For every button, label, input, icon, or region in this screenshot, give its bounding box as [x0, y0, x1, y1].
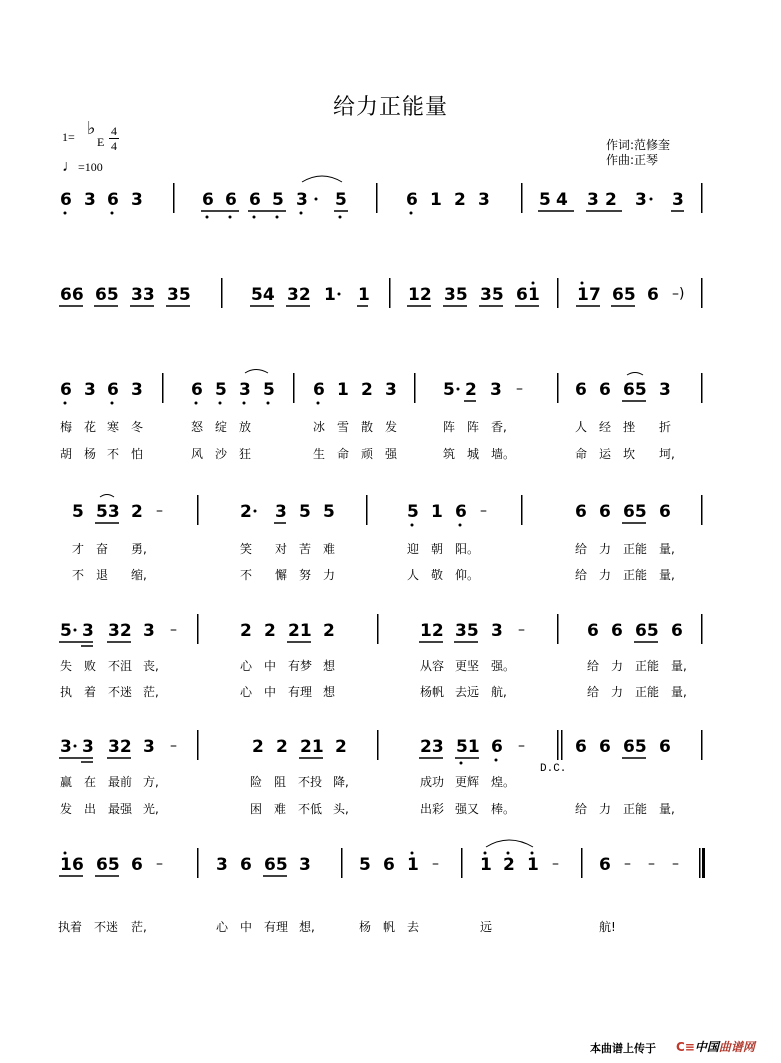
svg-text:65: 65: [612, 285, 636, 305]
svg-text:65: 65: [264, 855, 288, 875]
lyric: 城: [467, 447, 480, 461]
svg-text:6: 6: [599, 380, 611, 400]
svg-text:6: 6: [72, 855, 84, 875]
svg-text:3: 3: [635, 190, 647, 210]
lyric: 力: [611, 659, 624, 673]
lyric: 力: [599, 802, 612, 816]
svg-text:2: 2: [240, 502, 252, 522]
svg-text:1: 1: [577, 285, 589, 305]
lyric: 墙。: [491, 447, 516, 461]
svg-text:32: 32: [108, 621, 132, 641]
lyric: 运: [599, 447, 612, 461]
lyric: 心: [216, 920, 229, 934]
lyric: 怒: [191, 420, 204, 434]
lyric: 花: [84, 420, 97, 434]
lyric: 经: [599, 420, 612, 434]
svg-text:6: 6: [671, 621, 683, 641]
lyric: 朝: [431, 542, 444, 556]
lyric: 沙: [215, 447, 228, 461]
lyric: 帆: [383, 920, 396, 934]
lyric: 命: [575, 447, 588, 461]
quarter-note-icon: ♩: [62, 158, 78, 175]
lyric: 更辉: [455, 775, 480, 789]
svg-text:–: –: [156, 856, 163, 872]
svg-text:5: 5: [60, 621, 72, 641]
lyric: 不: [107, 447, 120, 461]
svg-text:66: 66: [60, 285, 84, 305]
lyric: 正能: [623, 802, 648, 816]
key-letter: E: [97, 135, 105, 149]
svg-text:6: 6: [611, 621, 623, 641]
lyric: 人: [575, 420, 588, 434]
lyric: 量,: [671, 659, 687, 673]
lyric: 挫: [623, 420, 636, 434]
lyric: 狂: [239, 447, 252, 461]
lyric: 命: [337, 447, 350, 461]
upload-notice: 本曲谱上传于: [590, 1042, 656, 1055]
svg-text:3: 3: [490, 380, 502, 400]
svg-text:5: 5: [539, 190, 551, 210]
svg-text:6: 6: [107, 190, 119, 210]
lyric: 雪: [337, 420, 350, 434]
svg-text:5: 5: [299, 502, 311, 522]
lyric: 头,: [333, 802, 349, 816]
svg-text:2: 2: [240, 621, 252, 641]
song-title: 给力正能量: [332, 95, 448, 120]
svg-text:3: 3: [143, 737, 155, 757]
lyric: 给: [575, 802, 588, 816]
lyric: 给: [587, 685, 600, 699]
lyric: 远: [480, 920, 493, 934]
lyric: 从容: [420, 659, 445, 673]
lyric: 在: [84, 775, 97, 789]
lyric: 执: [60, 685, 73, 699]
svg-text:2: 2: [252, 737, 264, 757]
lyric: 正能: [635, 685, 660, 699]
lyric: 光,: [143, 802, 159, 816]
svg-text:3: 3: [84, 190, 96, 210]
svg-text:4: 4: [556, 190, 568, 210]
lyric: 执着: [58, 920, 83, 934]
svg-text:6: 6: [313, 380, 325, 400]
lyric: 懈: [275, 568, 288, 582]
lyric: 杨: [84, 447, 97, 461]
lyric: 对: [275, 542, 288, 556]
lyric: 发: [385, 420, 398, 434]
svg-text:2: 2: [323, 621, 335, 641]
lyric: 困: [250, 802, 263, 816]
svg-text:1: 1: [324, 285, 336, 305]
svg-text:6: 6: [659, 502, 671, 522]
svg-text:–: –: [170, 738, 177, 754]
lyric: 怕: [131, 447, 144, 461]
lyric: 着: [84, 685, 97, 699]
svg-text:6: 6: [455, 502, 467, 522]
svg-text:–: –: [518, 738, 525, 754]
lyric: 冰: [313, 420, 326, 434]
svg-text:2: 2: [361, 380, 373, 400]
svg-text:6: 6: [599, 502, 611, 522]
svg-text:32: 32: [287, 285, 311, 305]
lyric: 有梦: [288, 659, 313, 673]
key-prefix: 1=: [62, 130, 75, 144]
svg-text:3: 3: [143, 621, 155, 641]
svg-text:–: –: [156, 503, 163, 519]
svg-text:6: 6: [225, 190, 237, 210]
svg-text:12: 12: [420, 621, 444, 641]
lyric: 最前: [108, 775, 133, 789]
tempo-value: =100: [78, 160, 103, 174]
lyric: 不迷: [108, 685, 133, 699]
svg-text:2: 2: [335, 737, 347, 757]
svg-text:3: 3: [82, 621, 94, 641]
svg-text:5: 5: [215, 380, 227, 400]
lyric: 难: [323, 542, 336, 556]
svg-text:2: 2: [503, 855, 515, 875]
svg-text:6: 6: [587, 621, 599, 641]
logo-text-qupu: 曲谱网: [718, 1040, 755, 1054]
lyric: 中: [264, 659, 277, 673]
row-intro-2: [59, 278, 703, 308]
lyric: 梅: [60, 420, 73, 434]
site-logo[interactable]: [676, 1038, 755, 1055]
lyric: 去远: [455, 685, 480, 699]
svg-text:–: –: [552, 856, 559, 872]
lyric: 不: [72, 568, 85, 582]
svg-text:6: 6: [647, 285, 659, 305]
lyric: 航,: [491, 685, 507, 699]
lyric: 心: [240, 659, 253, 673]
svg-text:1: 1: [358, 285, 370, 305]
svg-text:6: 6: [249, 190, 261, 210]
lyricist-credit: 作词:范修奎: [606, 138, 671, 152]
lyric: 苦: [299, 542, 312, 556]
svg-text:6: 6: [659, 737, 671, 757]
svg-text:2: 2: [605, 190, 617, 210]
svg-text:6: 6: [383, 855, 395, 875]
lyric: 赢: [60, 775, 73, 789]
lyric: 不沮: [108, 659, 133, 673]
svg-text:5: 5: [272, 190, 284, 210]
svg-text:1: 1: [337, 380, 349, 400]
lyric: 人: [407, 568, 420, 582]
lyric: 发: [60, 802, 73, 816]
lyric: 绽: [215, 420, 228, 434]
svg-text:3: 3: [659, 380, 671, 400]
svg-text:2: 2: [454, 190, 466, 210]
svg-text:–): –): [672, 286, 685, 302]
lyric: 阳。: [455, 542, 480, 556]
row-verse-1: [60, 370, 703, 405]
svg-text:–: –: [432, 856, 439, 872]
svg-text:3: 3: [239, 380, 251, 400]
lyric: 坷,: [659, 447, 675, 461]
lyric: 想: [323, 659, 336, 673]
svg-text:3: 3: [299, 855, 311, 875]
svg-text:5: 5: [443, 380, 455, 400]
lyric: 香,: [491, 420, 507, 434]
lyric: 缩,: [131, 568, 147, 582]
lyric: 放: [239, 420, 252, 434]
svg-text:6: 6: [131, 855, 143, 875]
time-bottom: 4: [111, 139, 117, 153]
svg-text:6: 6: [240, 855, 252, 875]
svg-text:6: 6: [599, 855, 611, 875]
lyric: 量,: [671, 685, 687, 699]
svg-text:3: 3: [84, 380, 96, 400]
svg-text:5: 5: [335, 190, 347, 210]
lyric: 努: [299, 568, 312, 582]
lyric: 正能: [623, 542, 648, 556]
lyric: 生: [313, 447, 326, 461]
lyric: 失: [60, 659, 73, 673]
lyric: 胡: [60, 447, 73, 461]
lyric: 风: [191, 447, 204, 461]
lyric: 更坚: [455, 659, 480, 673]
lyric: 正能: [623, 568, 648, 582]
svg-text:–: –: [170, 622, 177, 638]
lyric: 不迷: [94, 920, 119, 934]
lyric: 量,: [659, 542, 675, 556]
svg-text:3: 3: [478, 190, 490, 210]
lyric: 最强: [108, 802, 133, 816]
svg-text:65: 65: [623, 380, 647, 400]
svg-text:3: 3: [82, 737, 94, 757]
svg-text:6: 6: [191, 380, 203, 400]
svg-text:6: 6: [599, 737, 611, 757]
lyric: 量,: [659, 568, 675, 582]
svg-text:1: 1: [60, 855, 72, 875]
svg-text:–: –: [672, 856, 679, 872]
svg-text:–: –: [518, 622, 525, 638]
svg-text:1: 1: [407, 855, 419, 875]
svg-text:35: 35: [455, 621, 479, 641]
svg-text:51: 51: [456, 737, 480, 757]
svg-text:1: 1: [431, 502, 443, 522]
svg-text:3: 3: [587, 190, 599, 210]
lyric: 险: [250, 775, 263, 789]
svg-text:3: 3: [275, 502, 287, 522]
lyric: 出彩: [420, 802, 445, 816]
lyric: 方,: [143, 775, 159, 789]
lyric: 强又: [455, 802, 480, 816]
logo-mark-icon: C≡: [676, 1040, 695, 1054]
svg-text:32: 32: [108, 737, 132, 757]
lyric: 心: [240, 685, 253, 699]
svg-text:3: 3: [491, 621, 503, 641]
lyric: 顽: [361, 447, 374, 461]
lyric: 力: [611, 685, 624, 699]
lyric: 强。: [491, 659, 516, 673]
lyric: 笑: [240, 542, 253, 556]
lyric: 冬: [131, 420, 144, 434]
svg-text:5: 5: [72, 502, 84, 522]
svg-text:21: 21: [300, 737, 324, 757]
lyric: 茫,: [131, 920, 147, 934]
svg-text:35: 35: [444, 285, 468, 305]
lyric: 有理: [288, 685, 313, 699]
svg-text:6: 6: [491, 737, 503, 757]
svg-text:1: 1: [527, 855, 539, 875]
svg-text:5: 5: [263, 380, 275, 400]
svg-text:6: 6: [107, 380, 119, 400]
svg-text:6: 6: [575, 380, 587, 400]
svg-text:35: 35: [167, 285, 191, 305]
svg-text:6: 6: [516, 285, 528, 305]
svg-text:33: 33: [131, 285, 155, 305]
lyric: 敬: [431, 568, 444, 582]
lyric: 降,: [333, 775, 349, 789]
svg-text:6: 6: [60, 380, 72, 400]
svg-text:54: 54: [251, 285, 275, 305]
svg-text:3: 3: [131, 380, 143, 400]
lyric: 勇,: [131, 542, 147, 556]
logo-text-china: 中国: [694, 1040, 719, 1054]
lyric: 出: [84, 802, 97, 816]
lyric: 正能: [635, 659, 660, 673]
lyric: 筑: [443, 447, 456, 461]
lyric: 去: [407, 920, 420, 934]
svg-text:65: 65: [623, 502, 647, 522]
svg-text:2: 2: [276, 737, 288, 757]
svg-text:65: 65: [95, 285, 119, 305]
svg-text:35: 35: [480, 285, 504, 305]
lyric: 棒。: [491, 802, 516, 816]
svg-text:–: –: [624, 856, 631, 872]
composer-credit: 作曲:正琴: [606, 153, 659, 167]
svg-text:–: –: [648, 856, 655, 872]
lyric: 阵: [443, 420, 456, 434]
lyric: 不: [240, 568, 253, 582]
lyric: 杨帆: [420, 685, 445, 699]
lyric: 难: [274, 802, 287, 816]
svg-text:2: 2: [264, 621, 276, 641]
lyric: 丧,: [143, 659, 159, 673]
lyric: 力: [599, 542, 612, 556]
lyric: 败: [84, 659, 97, 673]
lyric: 量,: [659, 802, 675, 816]
lyric: 不投: [298, 775, 323, 789]
svg-text:3: 3: [216, 855, 228, 875]
lyric: 成功: [420, 775, 445, 789]
row-chorus-2: [59, 730, 703, 765]
svg-text:3: 3: [131, 190, 143, 210]
svg-text:53: 53: [96, 502, 120, 522]
svg-text:21: 21: [288, 621, 312, 641]
svg-text:23: 23: [420, 737, 444, 757]
lyric: 航!: [599, 920, 616, 934]
svg-text:3: 3: [296, 190, 308, 210]
lyric: 阵: [467, 420, 480, 434]
svg-text:6: 6: [60, 190, 72, 210]
svg-text:6: 6: [202, 190, 214, 210]
svg-text:6: 6: [406, 190, 418, 210]
lyric: 茫,: [143, 685, 159, 699]
svg-text:6: 6: [575, 502, 587, 522]
svg-text:3: 3: [672, 190, 684, 210]
lyric: 杨: [359, 920, 372, 934]
svg-text:2: 2: [465, 380, 477, 400]
lyric: 迎: [407, 542, 420, 556]
lyric: 折: [659, 420, 672, 434]
svg-text:3: 3: [60, 737, 72, 757]
row-verse-2: [72, 495, 703, 527]
lyric: 奋: [96, 542, 109, 556]
svg-text:12: 12: [408, 285, 432, 305]
lyric: 中: [240, 920, 253, 934]
lyric: 散: [361, 420, 374, 434]
lyric: 不低: [298, 802, 323, 816]
svg-text:65: 65: [623, 737, 647, 757]
row-ending: [59, 840, 705, 878]
lyric: 退: [96, 568, 109, 582]
svg-text:7: 7: [589, 285, 601, 305]
lyric: 想: [323, 685, 336, 699]
svg-text:–: –: [480, 503, 487, 519]
lyric: 才: [72, 542, 85, 556]
lyric: 力: [323, 568, 336, 582]
svg-text:65: 65: [635, 621, 659, 641]
svg-text:5: 5: [407, 502, 419, 522]
svg-text:5: 5: [359, 855, 371, 875]
lyric: 寒: [107, 420, 120, 434]
lyric: 给: [587, 659, 600, 673]
row-chorus-1: [59, 614, 703, 646]
svg-text:2: 2: [131, 502, 143, 522]
lyric: 仰。: [455, 568, 480, 582]
lyric: 想,: [299, 920, 315, 934]
svg-text:1: 1: [480, 855, 492, 875]
lyric: 给: [575, 568, 588, 582]
lyric: 阻: [274, 775, 287, 789]
lyric: 强: [385, 447, 398, 461]
lyric: 坎: [623, 447, 636, 461]
lyric: 有理: [264, 920, 289, 934]
lyric: 力: [599, 568, 612, 582]
row-intro-1: [60, 176, 703, 219]
lyric: 中: [264, 685, 277, 699]
lyric: 煌。: [491, 775, 516, 789]
svg-text:65: 65: [96, 855, 120, 875]
lyric: 给: [575, 542, 588, 556]
svg-text:–: –: [516, 381, 523, 397]
svg-text:1: 1: [430, 190, 442, 210]
svg-text:5: 5: [323, 502, 335, 522]
flat-sign: ♭: [87, 118, 96, 139]
svg-text:3: 3: [385, 380, 397, 400]
svg-text:6: 6: [575, 737, 587, 757]
svg-text:1: 1: [528, 285, 540, 305]
time-top: 4: [111, 124, 117, 138]
da-capo-marking: D.C.: [540, 763, 567, 775]
